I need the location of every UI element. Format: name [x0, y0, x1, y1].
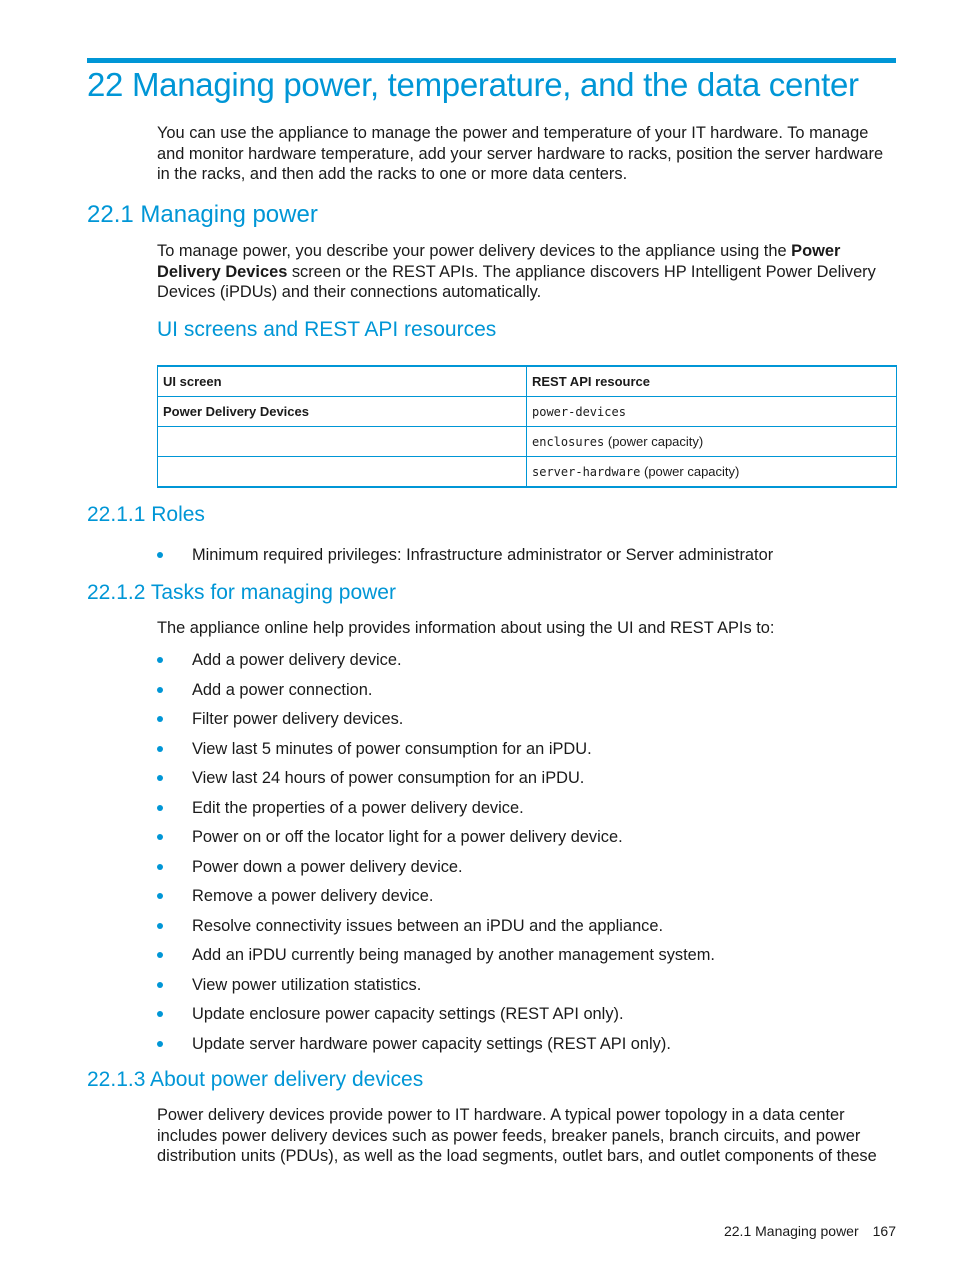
- list-item-text: Add an iPDU currently being managed by another management system.: [192, 946, 715, 964]
- list-item-text: View last 5 minutes of power consumption for an iPDU.: [192, 739, 592, 758]
- list-item: [157, 827, 899, 857]
- bullet-icon: [157, 982, 163, 988]
- section-heading-about: 22.1.3 About power delivery devices: [87, 1068, 424, 1091]
- api-resource-code: server-hardware: [532, 465, 641, 479]
- list-item: [157, 709, 899, 739]
- bullet-icon: [157, 657, 163, 663]
- table-cell-api: [527, 427, 897, 457]
- table-header-row: [158, 366, 897, 397]
- list-item-text: Remove a power delivery device.: [192, 887, 434, 905]
- section-heading-roles: 22.1.1 Roles: [87, 503, 205, 526]
- list-item-text: Add a power connection.: [192, 680, 373, 699]
- bullet-icon: [157, 687, 163, 693]
- table-row: [158, 397, 897, 427]
- list-item-text: Power on or off the locator light for a power delivery device.: [192, 828, 623, 846]
- list-item: [157, 768, 899, 798]
- bullet-icon: [157, 1041, 163, 1047]
- table-cell-ui: Power Delivery Devices: [158, 397, 527, 427]
- list-item: [157, 680, 899, 710]
- bullet-icon: [157, 923, 163, 929]
- bullet-icon: [157, 805, 163, 811]
- bullet-icon: [157, 952, 163, 958]
- list-item-text: Power down a power delivery device.: [192, 857, 463, 876]
- list-item: [157, 886, 899, 916]
- list-item: [157, 798, 899, 828]
- chapter-title: 22 Managing power, temperature, and the data center: [87, 66, 859, 103]
- list-item: [157, 857, 899, 887]
- ui-screens-rest-table: [157, 365, 897, 488]
- chapter-intro: You can use the appliance to manage the power and temperature of your IT hardware. To manage and monitor hardware temperature, add your server hardware to racks, position the server hardware in the racks, and then add the racks to one or more data centers.: [157, 124, 884, 184]
- resources-heading: UI screens and REST API resources: [157, 318, 497, 341]
- list-item-text: View power utilization statistics.: [192, 975, 422, 994]
- page-number: 167: [872, 1223, 896, 1239]
- table-cell-api: [527, 457, 897, 488]
- table-header-rest-api: REST API resource: [527, 366, 897, 397]
- bullet-icon: [157, 864, 163, 870]
- bullet-icon: [157, 775, 163, 781]
- roles-list: [157, 545, 899, 575]
- list-item-text: Filter power delivery devices.: [192, 710, 404, 728]
- list-item: [157, 945, 899, 975]
- about-paragraph: Power delivery devices provide power to IT hardware. A typical power topology in a data center includes power delivery devices such as power feeds, breaker panels, branch circuits, and power distribution units (PDUs), as well as the load segments, outlet bars, and outlet components of these: [157, 1106, 877, 1166]
- bullet-icon: [157, 1011, 163, 1017]
- tasks-list: [157, 650, 899, 1063]
- section-heading-tasks: 22.1.2 Tasks for managing power: [87, 581, 396, 604]
- list-item: [157, 916, 899, 946]
- list-item-text: View last 24 hours of power consumption for an iPDU.: [192, 769, 585, 787]
- tasks-intro: The appliance online help provides information about using the UI and REST APIs to:: [157, 619, 775, 637]
- list-item-text: Resolve connectivity issues between an iPDU and the appliance.: [192, 916, 664, 935]
- list-item: [157, 545, 899, 575]
- bullet-icon: [157, 716, 163, 722]
- list-item-text: Update server hardware power capacity settings (REST API only).: [192, 1034, 671, 1053]
- list-item: [157, 1004, 899, 1034]
- list-item: [157, 975, 899, 1005]
- list-item-text: Edit the properties of a power delivery device.: [192, 798, 524, 817]
- page-footer: [724, 1223, 896, 1239]
- footer-section: 22.1 Managing power: [723, 1223, 859, 1239]
- para-text-end: screen or the REST APIs. The appliance discovers HP Intelligent Power Delivery Devices (iPDUs) and their connections automatically.: [157, 262, 876, 302]
- table-row: [158, 427, 897, 457]
- list-item-text: Minimum required privileges: Infrastructure administrator or Server administrator: [192, 546, 774, 564]
- section-heading-managing-power: 22.1 Managing power: [87, 201, 318, 228]
- api-resource-note: (power capacity): [604, 434, 704, 449]
- api-resource-code: power-devices: [532, 405, 626, 419]
- power-delivery-devices-screen-name: Power Delivery Devices: [157, 242, 841, 281]
- table-row: [158, 457, 897, 488]
- bullet-icon: [157, 834, 163, 840]
- para-text-start: To manage power, you describe your power delivery devices to the appliance using the: [157, 242, 792, 260]
- table-cell-ui: [158, 427, 527, 457]
- list-item: [157, 1034, 899, 1064]
- table-cell-api: [527, 397, 897, 427]
- chapter-rule: [87, 58, 896, 63]
- api-resource-code: enclosures: [532, 435, 605, 449]
- bullet-icon: [157, 893, 163, 899]
- bullet-icon: [157, 746, 163, 752]
- managing-power-paragraph: [157, 241, 887, 303]
- table-cell-ui: [158, 457, 527, 488]
- list-item-text: Add a power delivery device.: [192, 651, 402, 669]
- bullet-icon: [157, 552, 163, 558]
- api-resource-note: (power capacity): [640, 464, 740, 479]
- table-header-ui-screen: UI screen: [158, 366, 527, 397]
- list-item: [157, 650, 899, 680]
- list-item: [157, 739, 899, 769]
- list-item-text: Update enclosure power capacity settings (REST API only).: [192, 1005, 624, 1023]
